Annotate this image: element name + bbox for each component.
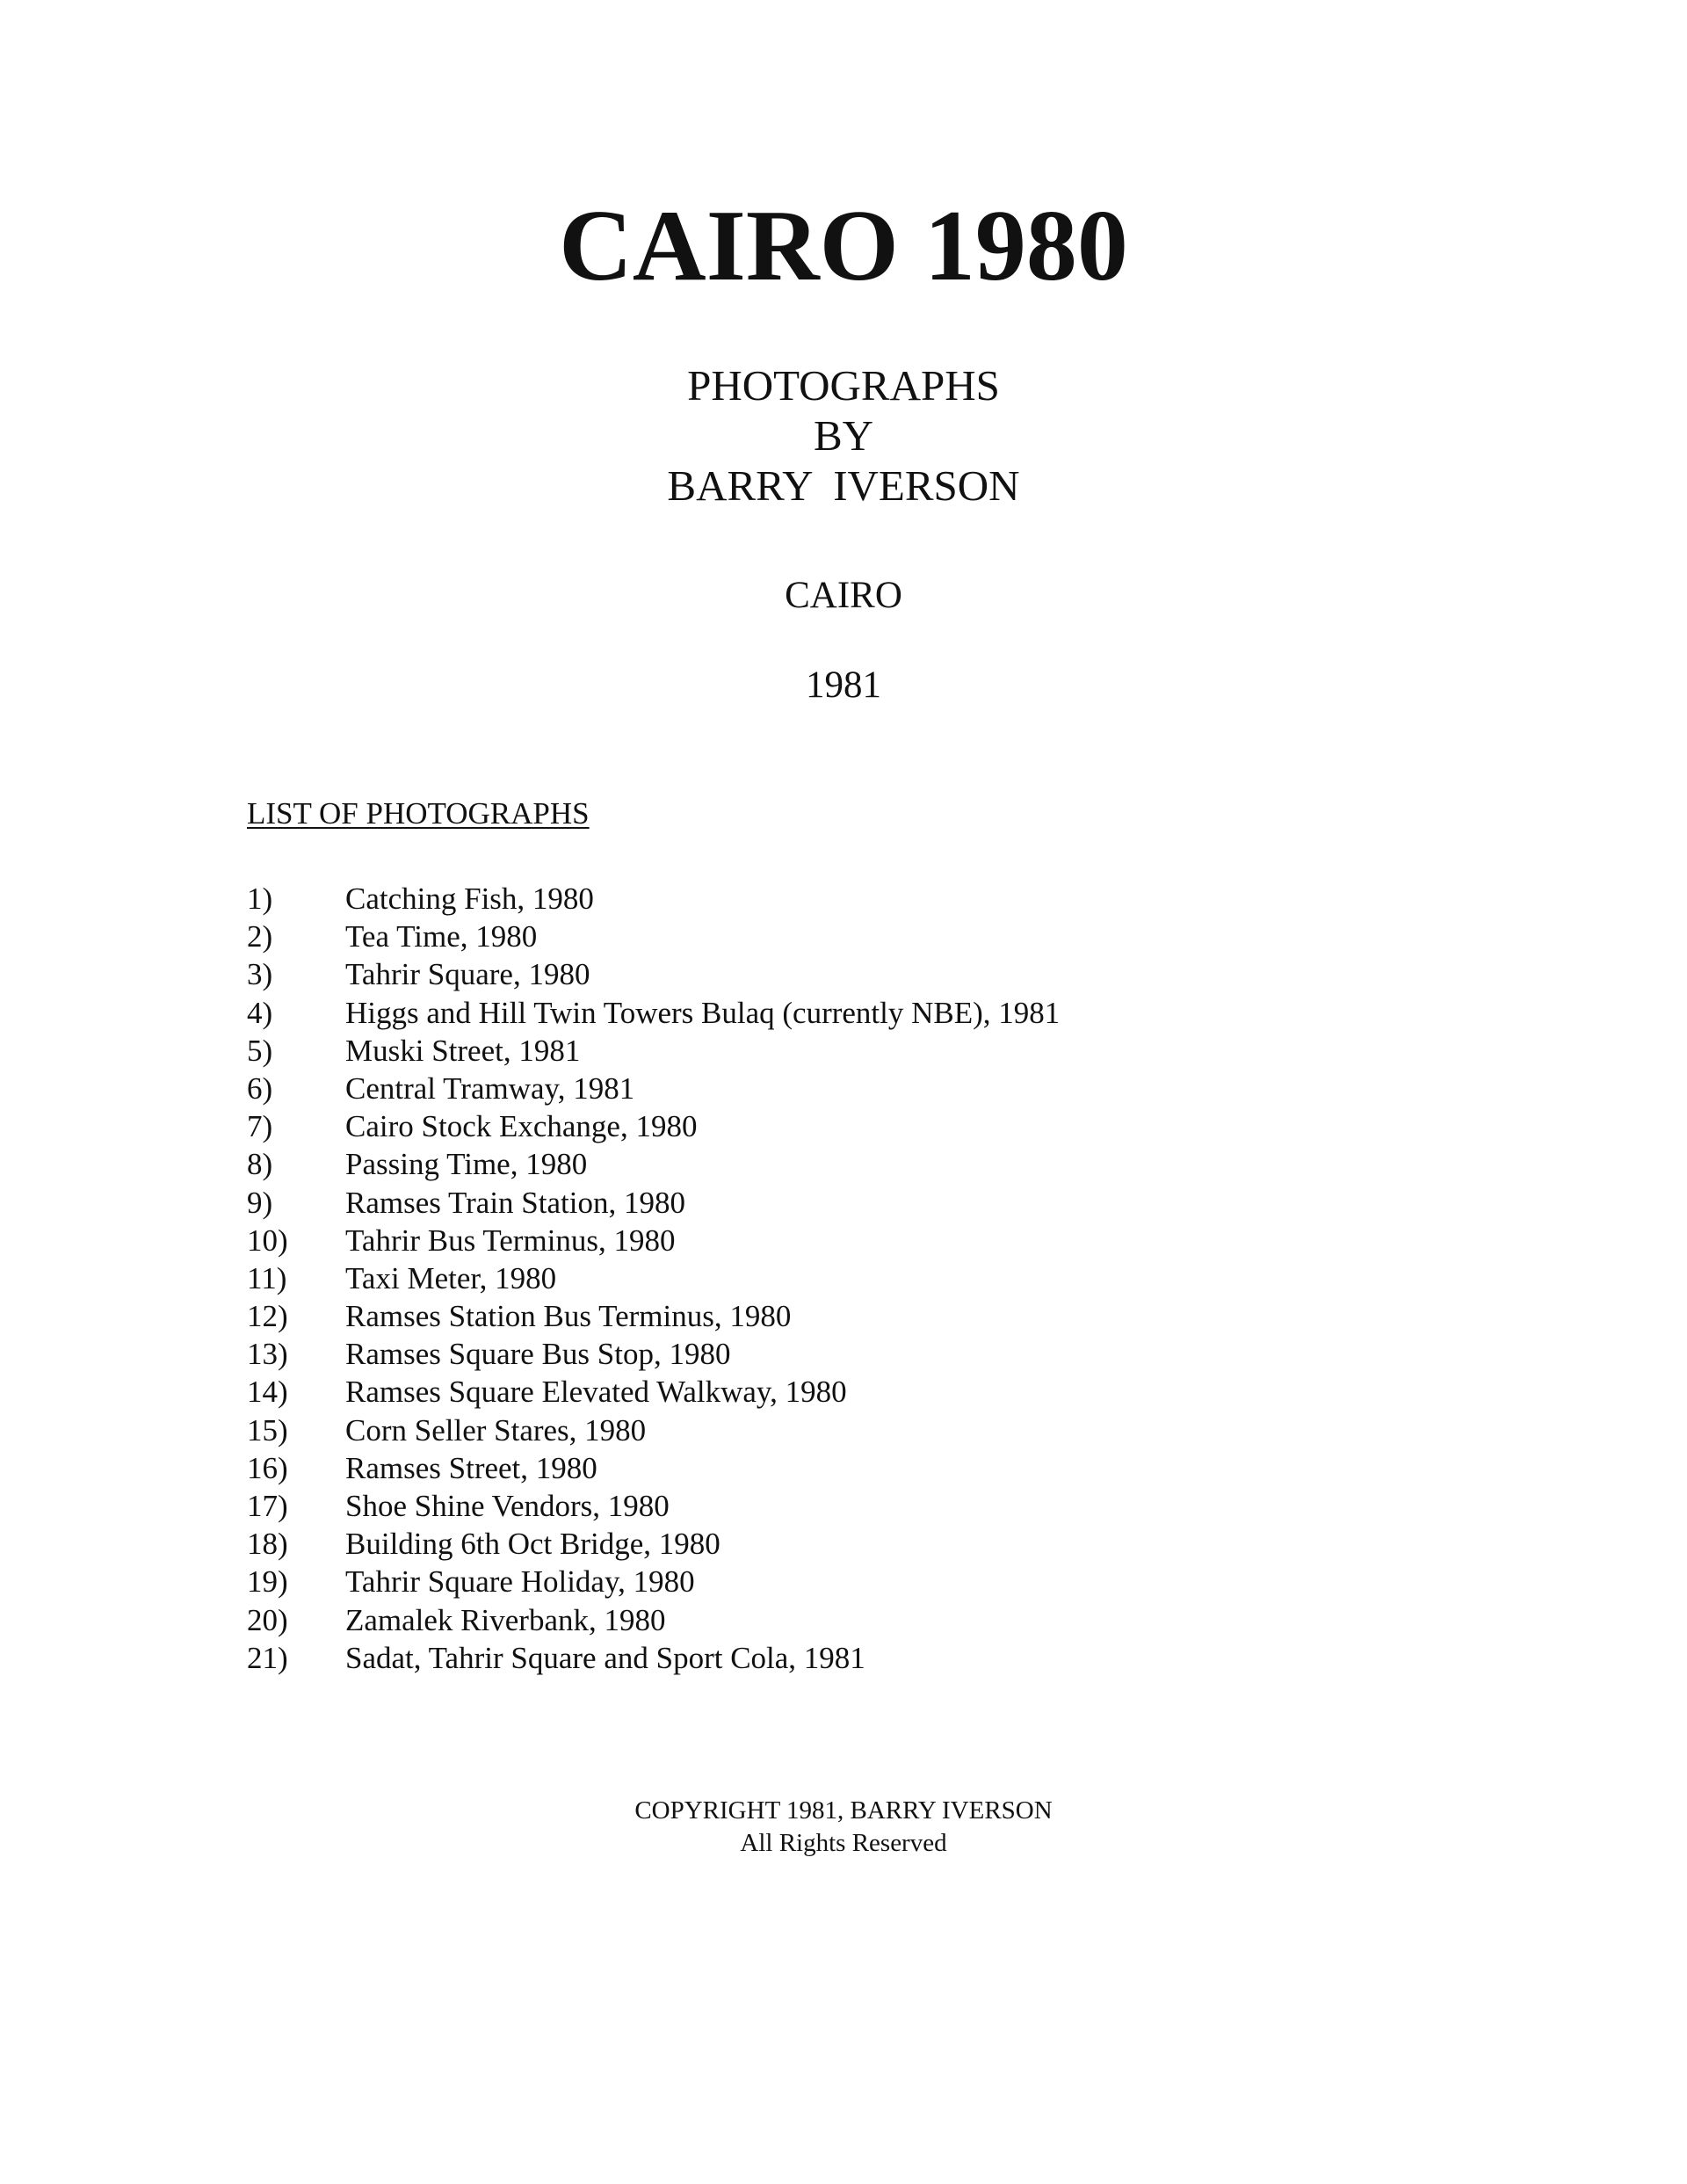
list-item	[247, 1032, 1060, 1070]
copyright-block	[0, 1795, 1687, 1860]
list-item-number: 12)	[247, 1299, 288, 1334]
list-item-title: Ramses Square Elevated Walkway, 1980	[345, 1375, 847, 1410]
list-item-number: 19)	[247, 1564, 288, 1600]
place-label: CAIRO	[785, 575, 902, 616]
list-item-number: 13)	[247, 1337, 288, 1372]
list-item	[247, 1222, 1060, 1259]
subtitle-block	[0, 360, 1687, 511]
subtitle-line-photographs: PHOTOGRAPHS	[687, 361, 1000, 410]
list-item-title: Cairo Stock Exchange, 1980	[345, 1109, 698, 1144]
list-item	[247, 1639, 1060, 1677]
subtitle-line-by: BY	[813, 411, 874, 460]
list-item	[247, 1107, 1060, 1145]
list-item-number: 6)	[247, 1070, 273, 1106]
list-item	[247, 1563, 1060, 1600]
subtitle-line-author: BARRY IVERSON	[667, 461, 1020, 510]
list-item-number: 4)	[247, 995, 273, 1030]
photo-list	[247, 880, 1060, 1677]
list-item-title: Muski Street, 1981	[345, 1033, 581, 1068]
list-item-number: 17)	[247, 1489, 288, 1523]
list-item-title: Building 6th Oct Bridge, 1980	[345, 1527, 720, 1562]
list-item-title: Tahrir Bus Terminus, 1980	[345, 1223, 676, 1258]
list-item	[247, 1411, 1060, 1449]
list-item	[247, 1601, 1060, 1639]
list-item-title: Ramses Station Bus Terminus, 1980	[345, 1299, 792, 1334]
list-item-title: Ramses Street, 1980	[345, 1450, 597, 1485]
list-item-number: 5)	[247, 1033, 273, 1068]
list-item-title: Central Tramway, 1981	[345, 1070, 635, 1106]
list-item-number: 18)	[247, 1527, 288, 1562]
list-item	[247, 1259, 1060, 1297]
list-item-number: 7)	[247, 1109, 273, 1144]
list-heading: LIST OF PHOTOGRAPHS	[247, 796, 590, 831]
list-item-title: Tahrir Square, 1980	[345, 957, 590, 992]
list-item	[247, 1449, 1060, 1487]
list-item	[247, 1297, 1060, 1335]
list-item-number: 3)	[247, 957, 273, 992]
list-item-number: 1)	[247, 882, 273, 916]
list-item-number: 16)	[247, 1450, 288, 1485]
list-item-title: Zamalek Riverbank, 1980	[345, 1602, 666, 1637]
list-item-title: Ramses Square Bus Stop, 1980	[345, 1337, 731, 1372]
list-item-title: Tea Time, 1980	[345, 919, 538, 954]
list-item-number: 10)	[247, 1223, 288, 1258]
list-item-number: 8)	[247, 1147, 273, 1182]
rights-line: All Rights Reserved	[740, 1829, 947, 1857]
list-item-title: Passing Time, 1980	[345, 1147, 588, 1182]
list-item-title: Tahrir Square Holiday, 1980	[345, 1564, 695, 1600]
list-item-title: Sadat, Tahrir Square and Sport Cola, 1981	[345, 1640, 865, 1675]
list-item	[247, 1525, 1060, 1563]
list-item-title: Taxi Meter, 1980	[345, 1260, 557, 1295]
list-item	[247, 1373, 1060, 1411]
list-item-title: Ramses Train Station, 1980	[345, 1185, 685, 1220]
year-label: 1981	[806, 664, 881, 706]
list-item	[247, 918, 1060, 955]
list-item-number: 2)	[247, 919, 273, 954]
list-item	[247, 994, 1060, 1032]
list-item	[247, 1070, 1060, 1107]
list-item	[247, 1184, 1060, 1222]
list-item-number: 21)	[247, 1640, 288, 1675]
list-item	[247, 880, 1060, 918]
list-item-number: 14)	[247, 1375, 288, 1410]
list-item-number: 15)	[247, 1412, 288, 1448]
list-item	[247, 1487, 1060, 1525]
list-item-number: 11)	[247, 1260, 287, 1295]
copyright-line: COPYRIGHT 1981, BARRY IVERSON	[634, 1796, 1053, 1825]
list-item	[247, 955, 1060, 993]
list-item-title: Higgs and Hill Twin Towers Bulaq (currently NBE), 1981	[345, 995, 1061, 1030]
list-item-number: 9)	[247, 1185, 273, 1220]
list-item-title: Catching Fish, 1980	[345, 882, 594, 916]
list-item-title: Corn Seller Stares, 1980	[345, 1412, 647, 1448]
list-item-number: 20)	[247, 1602, 288, 1637]
list-item	[247, 1145, 1060, 1183]
list-item-title: Shoe Shine Vendors, 1980	[345, 1489, 670, 1523]
list-item	[247, 1335, 1060, 1373]
page-title: CAIRO 1980	[559, 190, 1128, 302]
